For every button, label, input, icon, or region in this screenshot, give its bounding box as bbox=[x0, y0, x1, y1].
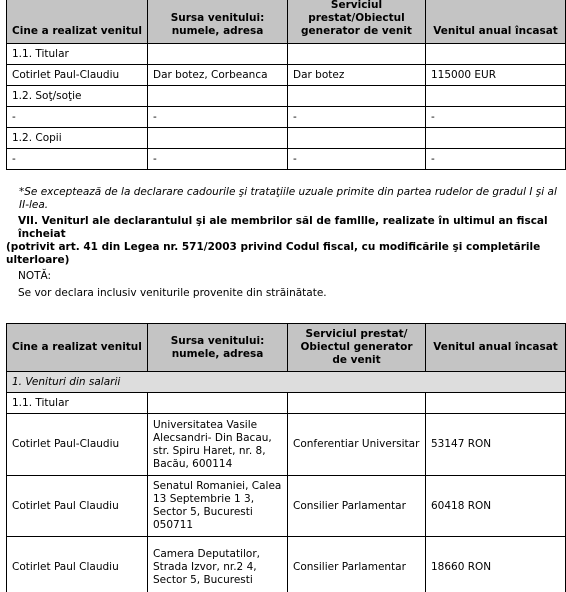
cell bbox=[148, 128, 288, 149]
cell bbox=[148, 44, 288, 65]
cell bbox=[288, 393, 426, 414]
cell-service: Consilier Parlamentar bbox=[288, 476, 426, 537]
cell: - bbox=[148, 107, 288, 128]
cell: 1.2. Soţ/soţie bbox=[7, 86, 148, 107]
table-row bbox=[7, 537, 566, 592]
cell-source: Senatul Romaniei, Calea 13 Septembrie 1 3, Sector 5, Bucuresti 050711 bbox=[148, 476, 288, 537]
section-heading bbox=[6, 215, 566, 267]
section-title-line: ulterloare) bbox=[6, 254, 70, 266]
table-row bbox=[7, 65, 566, 86]
header-income: Venitul anual încasat bbox=[426, 324, 566, 372]
header-source: Sursa venitului: numele, adresa bbox=[148, 0, 288, 44]
cell: 1.2. Copii bbox=[7, 128, 148, 149]
header-service: Serviciul prestat/ Obiectul generator de venit bbox=[288, 324, 426, 372]
table-row bbox=[7, 128, 566, 149]
table-row bbox=[7, 107, 566, 128]
section-row bbox=[7, 372, 566, 393]
cell: Dar botez bbox=[288, 65, 426, 86]
cell bbox=[288, 44, 426, 65]
cell-who: Cotirlet Paul Claudiu bbox=[7, 537, 148, 592]
section-label: 1. Venituri din salarii bbox=[7, 372, 566, 393]
header-service: Serviciul prestat/Obiectul generator de venit bbox=[288, 0, 426, 44]
cell-income: 18660 RON bbox=[426, 537, 566, 592]
table-row bbox=[7, 149, 566, 170]
table-row bbox=[7, 414, 566, 476]
cell: - bbox=[148, 149, 288, 170]
note-text: Se vor declara inclusiv veniturile provenite din străinătate. bbox=[18, 287, 327, 299]
table-row bbox=[7, 44, 566, 65]
header-source: Sursa venitului: numele, adresa bbox=[148, 324, 288, 372]
cell bbox=[426, 393, 566, 414]
section-title-line: (potrivit art. 41 din Legea nr. 571/2003 privind Codul fiscal, cu modificările şi completările bbox=[6, 241, 541, 253]
cell-source: Camera Deputatilor, Strada Izvor, nr.2 4, Sector 5, Bucuresti bbox=[148, 537, 288, 592]
table-row bbox=[7, 393, 566, 414]
cell: - bbox=[426, 107, 566, 128]
cell-source: Universitatea Vasile Alecsandri- Din Bacau, str. Spiru Haret, nr. 8, Bacău, 600114 bbox=[148, 414, 288, 476]
cell bbox=[288, 86, 426, 107]
cell bbox=[148, 86, 288, 107]
cell: 1.1. Titular bbox=[7, 44, 148, 65]
cell bbox=[148, 393, 288, 414]
cell-income: 53147 RON bbox=[426, 414, 566, 476]
table-header-row bbox=[7, 0, 566, 44]
titular-label: 1.1. Titular bbox=[7, 393, 148, 414]
header-who: Cine a realizat venitul bbox=[7, 324, 148, 372]
cell: - bbox=[7, 149, 148, 170]
cell-income: 60418 RON bbox=[426, 476, 566, 537]
table-header-row bbox=[7, 324, 566, 372]
cell: Cotirlet Paul-Claudiu bbox=[7, 65, 148, 86]
cell bbox=[426, 44, 566, 65]
header-income: Venitul anual încasat bbox=[426, 0, 566, 44]
cell bbox=[426, 86, 566, 107]
gifts-income-table bbox=[6, 0, 566, 170]
table-row bbox=[7, 86, 566, 107]
salary-income-table bbox=[6, 323, 566, 592]
cell bbox=[426, 128, 566, 149]
section-title-line: VII. Veniturl ale declarantulul şi ale membrilor săl de famllle, realizate în ultimul an fiscal încheiat bbox=[18, 215, 548, 240]
cell: Dar botez, Corbeanca bbox=[148, 65, 288, 86]
table-row bbox=[7, 476, 566, 537]
cell: - bbox=[288, 107, 426, 128]
cell-service: Consilier Parlamentar bbox=[288, 537, 426, 592]
cell: 115000 EUR bbox=[426, 65, 566, 86]
cell: - bbox=[426, 149, 566, 170]
footnote: *Se exceptează de la declarare cadourile şi trataţiile uzuale primite din partea rudelor de gradul I şi al II-lea. bbox=[19, 186, 557, 211]
cell-who: Cotirlet Paul-Claudiu bbox=[7, 414, 148, 476]
cell-who: Cotirlet Paul Claudiu bbox=[7, 476, 148, 537]
cell: - bbox=[7, 107, 148, 128]
cell bbox=[288, 128, 426, 149]
note-label: NOTĂ: bbox=[18, 270, 52, 282]
header-who: Cine a realizat venitul bbox=[7, 0, 148, 44]
cell-service: Conferentiar Universitar bbox=[288, 414, 426, 476]
cell: - bbox=[288, 149, 426, 170]
